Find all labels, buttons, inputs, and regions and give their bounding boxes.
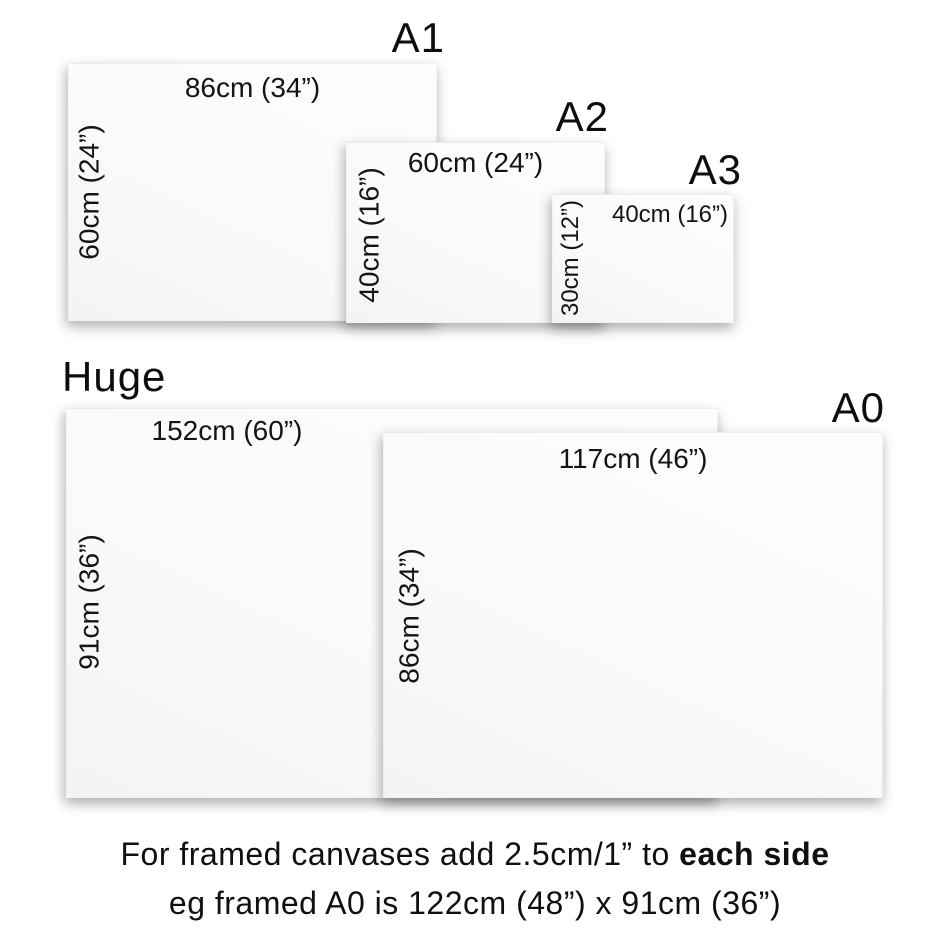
footer-line1-bold: each side bbox=[679, 836, 830, 872]
canvas-title-a0: A0 bbox=[831, 384, 885, 431]
canvas-a1-width-label: 86cm (34”) bbox=[184, 72, 321, 103]
canvas-title-a1: A1 bbox=[391, 14, 445, 61]
canvas-huge-height-label: 91cm (36”) bbox=[73, 534, 105, 670]
canvas-a1-height-label: 60cm (24”) bbox=[73, 124, 105, 260]
footer-line1 bbox=[0, 830, 950, 879]
canvas-title-a3: A3 bbox=[688, 146, 742, 193]
canvas-a2-height-label: 40cm (16”) bbox=[353, 167, 385, 303]
footer-note bbox=[0, 830, 950, 928]
canvas-title-huge: Huge bbox=[62, 353, 167, 400]
canvas-a3-height-label: 30cm (12”) bbox=[556, 199, 584, 317]
footer-line2: eg framed A0 is 122cm (48”) x 91cm (36”) bbox=[168, 885, 782, 921]
canvas-a0 bbox=[383, 432, 883, 798]
canvas-title-a2: A2 bbox=[555, 93, 609, 140]
canvas-huge-width-label: 152cm (60”) bbox=[151, 415, 303, 446]
canvas-a2-width-label: 60cm (24”) bbox=[407, 147, 544, 178]
footer-line1-text: For framed canvases add 2.5cm/1” to bbox=[120, 836, 680, 872]
canvas-a0-width-label: 117cm (46”) bbox=[558, 443, 708, 474]
canvas-a0-height-label: 86cm (34”) bbox=[393, 548, 425, 684]
canvas-a3-width-label: 40cm (16”) bbox=[611, 201, 728, 228]
